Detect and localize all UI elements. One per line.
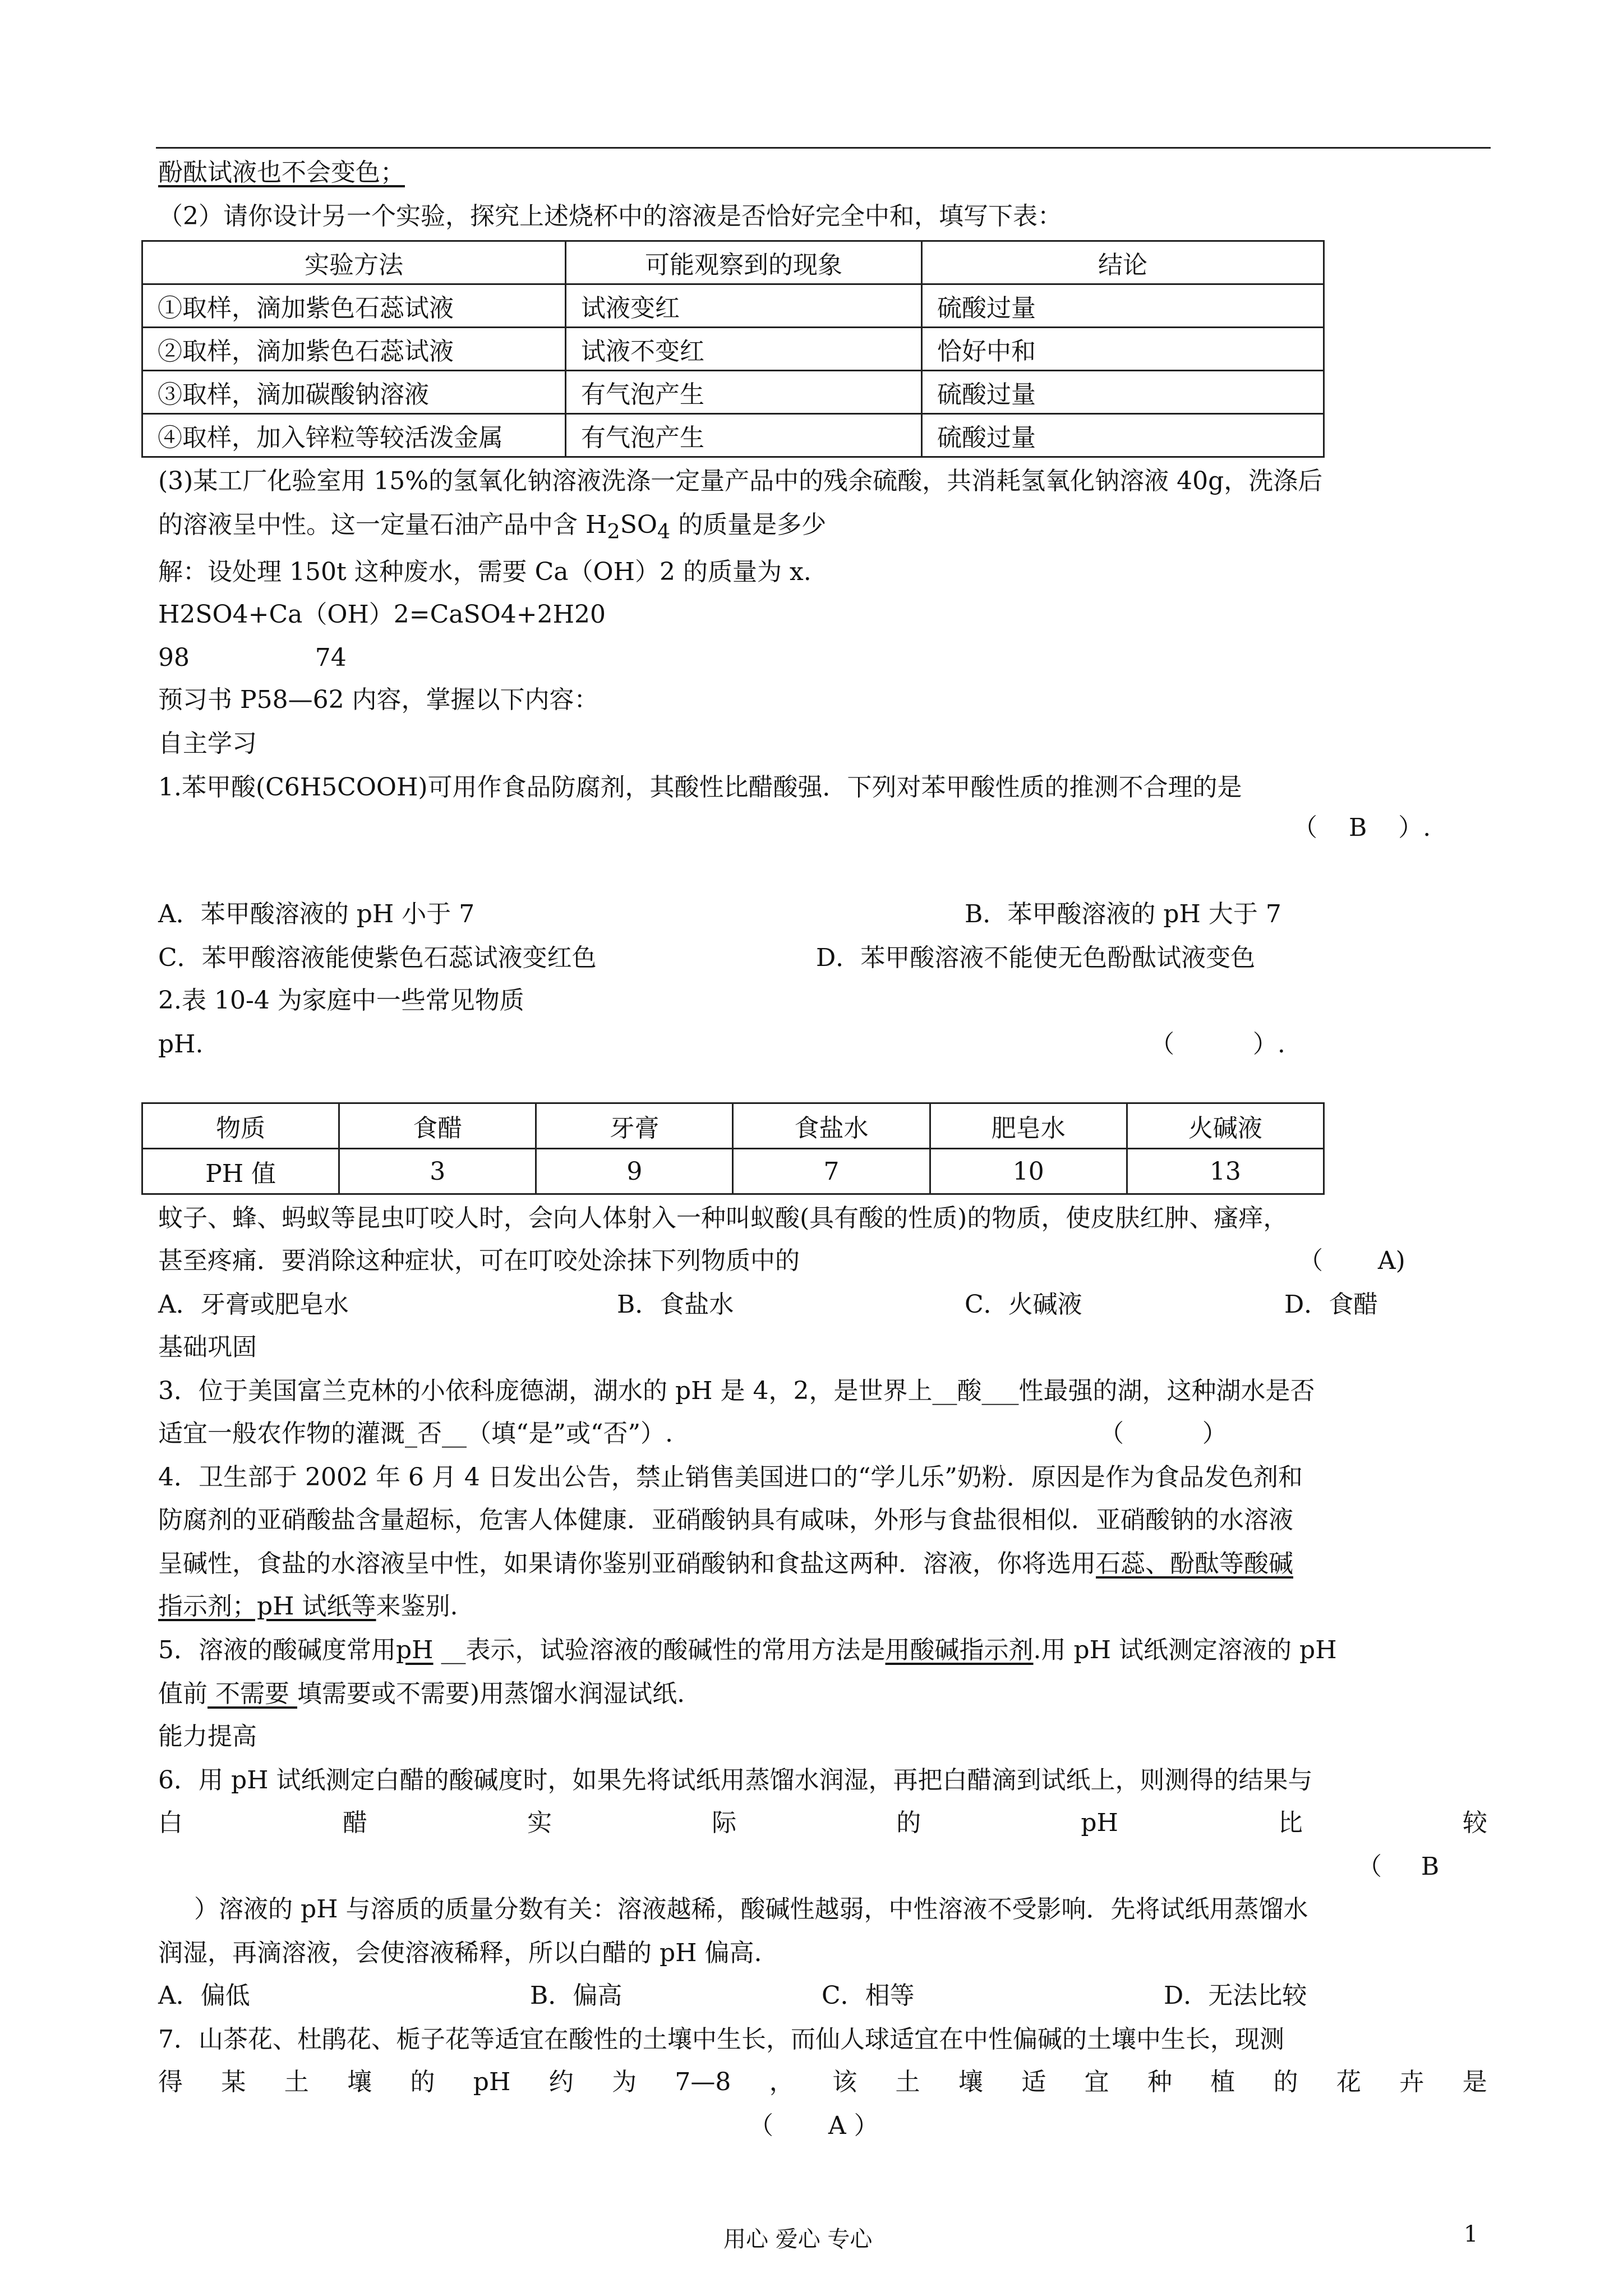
table-cell: 硫酸过量 — [922, 414, 1324, 457]
text-line: 酚酞试液也不会变色； — [158, 158, 405, 187]
text-span: 的溶液呈中性。这一定量石油产品中含 H — [158, 510, 607, 539]
table-header-cell: 牙膏 — [536, 1103, 733, 1149]
text-line — [158, 508, 826, 549]
subscript: 2 — [607, 519, 620, 544]
table-cell: 硫酸过量 — [922, 371, 1324, 414]
text-span: pH — [473, 2068, 511, 2096]
table-row — [142, 414, 1324, 457]
question-6: 6．用 pH 试纸测定白醋的酸碱度时，如果先将试纸用蒸馏水润湿，再把白醋滴到试纸上，则测得的结果与 — [158, 1766, 1313, 1795]
text-span: 植 — [1210, 2068, 1235, 2096]
text-span: 是 — [1462, 2068, 1487, 2096]
text-span: 壤 — [347, 2068, 372, 2096]
table-row — [142, 371, 1324, 414]
text-line: ）溶液的 pH 与溶质的质量分数有关：溶液越稀，酸碱性越弱，中性溶液不受影响．先将试纸用蒸馏水 — [194, 1895, 1308, 1924]
table-cell: 10 — [930, 1149, 1127, 1194]
option-c: C．苯甲酸溶液能使紫色石蕊试液变红色 — [158, 944, 597, 972]
text-span: 值前 — [158, 1680, 208, 1708]
table-cell: 试液变红 — [566, 284, 922, 328]
text-span: 实 — [527, 1809, 552, 1837]
text-span: 较 — [1462, 1809, 1487, 1837]
option-a: A．偏低 — [158, 1981, 250, 2010]
text-span: 壤 — [958, 2068, 983, 2096]
question-2: 2.表 10-4 为家庭中一些常见物质 — [158, 986, 524, 1015]
text-line: pH. — [158, 1030, 204, 1059]
table-cell: ④取样，加入锌粒等较活泼金属 — [142, 414, 566, 457]
table-header-cell: 火碱液 — [1127, 1103, 1324, 1149]
question-4: 4．卫生部于 2002 年 6 月 4 日发出公告，禁止销售美国进口的“学儿乐”奶粉．原因是作为食品发色剂和 — [158, 1463, 1303, 1492]
text-line: 适宜一般农作物的灌溉_否__（填“是”或“否”）. — [158, 1419, 673, 1448]
underlined-answer: 指示剂；pH 试纸等 — [158, 1592, 376, 1621]
section-heading: 基础巩固 — [158, 1333, 257, 1361]
text-line: (3)某工厂化验室用 15%的氢氧化钠溶液洗涤一定量产品中的残余硫酸，共消耗氢氧化钠溶液 40g，洗涤后 — [158, 467, 1323, 495]
text-span: 来鉴别. — [376, 1592, 458, 1621]
table-cell: ②取样，滴加紫色石蕊试液 — [142, 328, 566, 371]
table-header-cell: 肥皂水 — [930, 1103, 1127, 1149]
header-rule — [156, 147, 1491, 149]
table-cell: 3 — [339, 1149, 536, 1194]
text-line: 防腐剂的亚硝酸盐含量超标，危害人体健康．亚硝酸钠具有咸味，外形与食盐很相似．亚硝酸钠的水溶液 — [158, 1506, 1293, 1534]
table-cell: 有气泡产生 — [566, 371, 922, 414]
underlined-answer: 用酸碱指示剂 — [885, 1636, 1034, 1664]
answer-paren: （ A) — [1298, 1246, 1405, 1275]
option-b: B．偏高 — [530, 1981, 623, 2010]
question-3: 3．位于美国富兰克林的小依科庞德湖，湖水的 pH 是 4，2，是世界上__酸___性最强的湖，这种湖水是否 — [158, 1377, 1315, 1405]
option-a: A．苯甲酸溶液的 pH 小于 7 — [158, 900, 475, 928]
text-span: 填需要或不需要)用蒸馏水润湿试纸. — [297, 1680, 685, 1708]
text-span: __表示，试验溶液的酸碱性的常用方法是 — [433, 1636, 886, 1664]
text-line: 蚊子、蜂、蚂蚁等昆虫叮咬人时，会向人体射入一种叫蚁酸(具有酸的性质)的物质，使皮肤红肿、瘙痒， — [158, 1204, 1288, 1232]
text-span: 适 — [1021, 2068, 1046, 2096]
justified-line — [158, 2065, 1487, 2099]
text-span: ， — [769, 2068, 794, 2096]
page-number: 1 — [1464, 2221, 1478, 2247]
text-span: 卉 — [1399, 2068, 1424, 2096]
text-line: 润湿，再滴溶液，会使溶液稀释，所以白醋的 pH 偏高. — [158, 1939, 762, 1967]
table-header-cell: 食盐水 — [733, 1103, 930, 1149]
text-line — [158, 1677, 685, 1711]
underlined-answer: pH — [396, 1636, 434, 1664]
option-b: B．苯甲酸溶液的 pH 大于 7 — [965, 900, 1281, 928]
text-span: 呈碱性，食盐的水溶液呈中性，如果请你鉴别亚硝酸钠和食盐这两种．溶液，你将选用 — [158, 1549, 1096, 1578]
text-line: 98 74 — [158, 643, 347, 672]
text-span: pH — [1081, 1809, 1118, 1837]
answer-paren: （ B ）. — [1293, 813, 1431, 842]
table-row — [142, 284, 1324, 328]
answer-paren: （ B — [1357, 1852, 1440, 1881]
option-a: A．牙膏或肥皂水 — [158, 1290, 349, 1319]
question-7: 7．山茶花、杜鹃花、栀子花等适宜在酸性的土壤中生长，而仙人球适宜在中性偏碱的土壤中生长，现测 — [158, 2025, 1284, 2054]
text-span: 约 — [548, 2068, 574, 2096]
table-cell: 13 — [1127, 1149, 1324, 1194]
text-span: 的质量是多少 — [670, 510, 827, 539]
text-span: 的 — [410, 2068, 435, 2096]
option-d: D．苯甲酸溶液不能使无色酚酞试液变色 — [816, 944, 1256, 972]
text-span: 的 — [896, 1809, 921, 1837]
justified-line — [158, 1806, 1487, 1840]
underlined-answer: 不需要 — [208, 1680, 297, 1708]
section-heading: 自主学习 — [158, 729, 257, 758]
text-span: 白 — [158, 1809, 183, 1837]
table-header-cell: 结论 — [922, 241, 1324, 284]
table-cell: ③取样，滴加碳酸钠溶液 — [142, 371, 566, 414]
text-line: 解：设处理 150t 这种废水，需要 Ca（OH）2 的质量为 x. — [158, 558, 811, 586]
text-span: 某 — [221, 2068, 246, 2096]
answer-paren: （ A ） — [749, 2111, 879, 2140]
text-span: 为 — [612, 2068, 637, 2096]
equation-line: H2SO4+Ca（OH）2=CaSO4+2H20 — [158, 600, 606, 629]
table-header-cell: 食醋 — [339, 1103, 536, 1149]
text-span: 的 — [1273, 2068, 1298, 2096]
text-line: （2）请你设计另一个实验，探究上述烧杯中的溶液是否恰好完全中和，填写下表： — [158, 202, 1062, 231]
text-span: 花 — [1336, 2068, 1362, 2096]
table-row — [142, 328, 1324, 371]
table-header-cell: 可能观察到的现象 — [566, 241, 922, 284]
experiment-table — [141, 240, 1325, 458]
text-line: 甚至疼痛．要消除这种症状，可在叮咬处涂抹下列物质中的 — [158, 1246, 800, 1275]
text-line: 预习书 P58—62 内容，掌握以下内容： — [158, 685, 599, 714]
text-span: 7—8 — [675, 2068, 731, 2096]
option-c: C．相等 — [822, 1981, 915, 2010]
table-cell: PH 值 — [142, 1149, 339, 1194]
section-heading: 能力提高 — [158, 1722, 257, 1751]
answer-paren: （ ）. — [1150, 1030, 1285, 1059]
text-line — [158, 1590, 458, 1623]
table-cell: 硫酸过量 — [922, 284, 1324, 328]
table-header-cell: 物质 — [142, 1103, 339, 1149]
underlined-answer: 石蕊、酚酞等酸碱 — [1096, 1549, 1293, 1578]
text-span: 土 — [895, 2068, 920, 2096]
text-span: .用 pH 试纸测定溶液的 pH — [1033, 1636, 1337, 1664]
table-cell: 有气泡产生 — [566, 414, 922, 457]
option-b: B．食盐水 — [617, 1290, 734, 1319]
text-span: 该 — [832, 2068, 857, 2096]
question-5 — [158, 1634, 1337, 1667]
table-header-cell: 实验方法 — [142, 241, 566, 284]
text-span: 际 — [712, 1809, 737, 1837]
text-span: SO — [620, 510, 657, 539]
table-row — [142, 1149, 1324, 1194]
ph-table — [141, 1102, 1325, 1195]
text-line — [158, 1547, 1293, 1581]
text-span: 种 — [1147, 2068, 1172, 2096]
answer-paren: （ ） — [1099, 1419, 1227, 1448]
table-cell: 恰好中和 — [922, 328, 1324, 371]
table-cell: ①取样，滴加紫色石蕊试液 — [142, 284, 566, 328]
footer-text: 用心 爱心 专心 — [723, 2226, 873, 2252]
text-span: 5．溶液的酸碱度常用 — [158, 1636, 396, 1664]
option-d: D．无法比较 — [1164, 1981, 1307, 2010]
table-header-row — [142, 241, 1324, 284]
question-1: 1.苯甲酸(C6H5COOH)可用作食品防腐剂，其酸性比醋酸强．下列对苯甲酸性质的推测不合理的是 — [158, 773, 1242, 802]
option-d: D．食醋 — [1284, 1290, 1378, 1319]
text-span: 宜 — [1084, 2068, 1109, 2096]
table-cell: 7 — [733, 1149, 930, 1194]
subscript: 4 — [657, 519, 671, 544]
option-c: C．火碱液 — [965, 1290, 1082, 1319]
table-cell: 试液不变红 — [566, 328, 922, 371]
text-span: 土 — [284, 2068, 309, 2096]
table-cell: 9 — [536, 1149, 733, 1194]
text-span: 醋 — [343, 1809, 368, 1837]
text-span: 比 — [1278, 1809, 1303, 1837]
table-header-row — [142, 1103, 1324, 1149]
text-span: 得 — [158, 2068, 183, 2096]
